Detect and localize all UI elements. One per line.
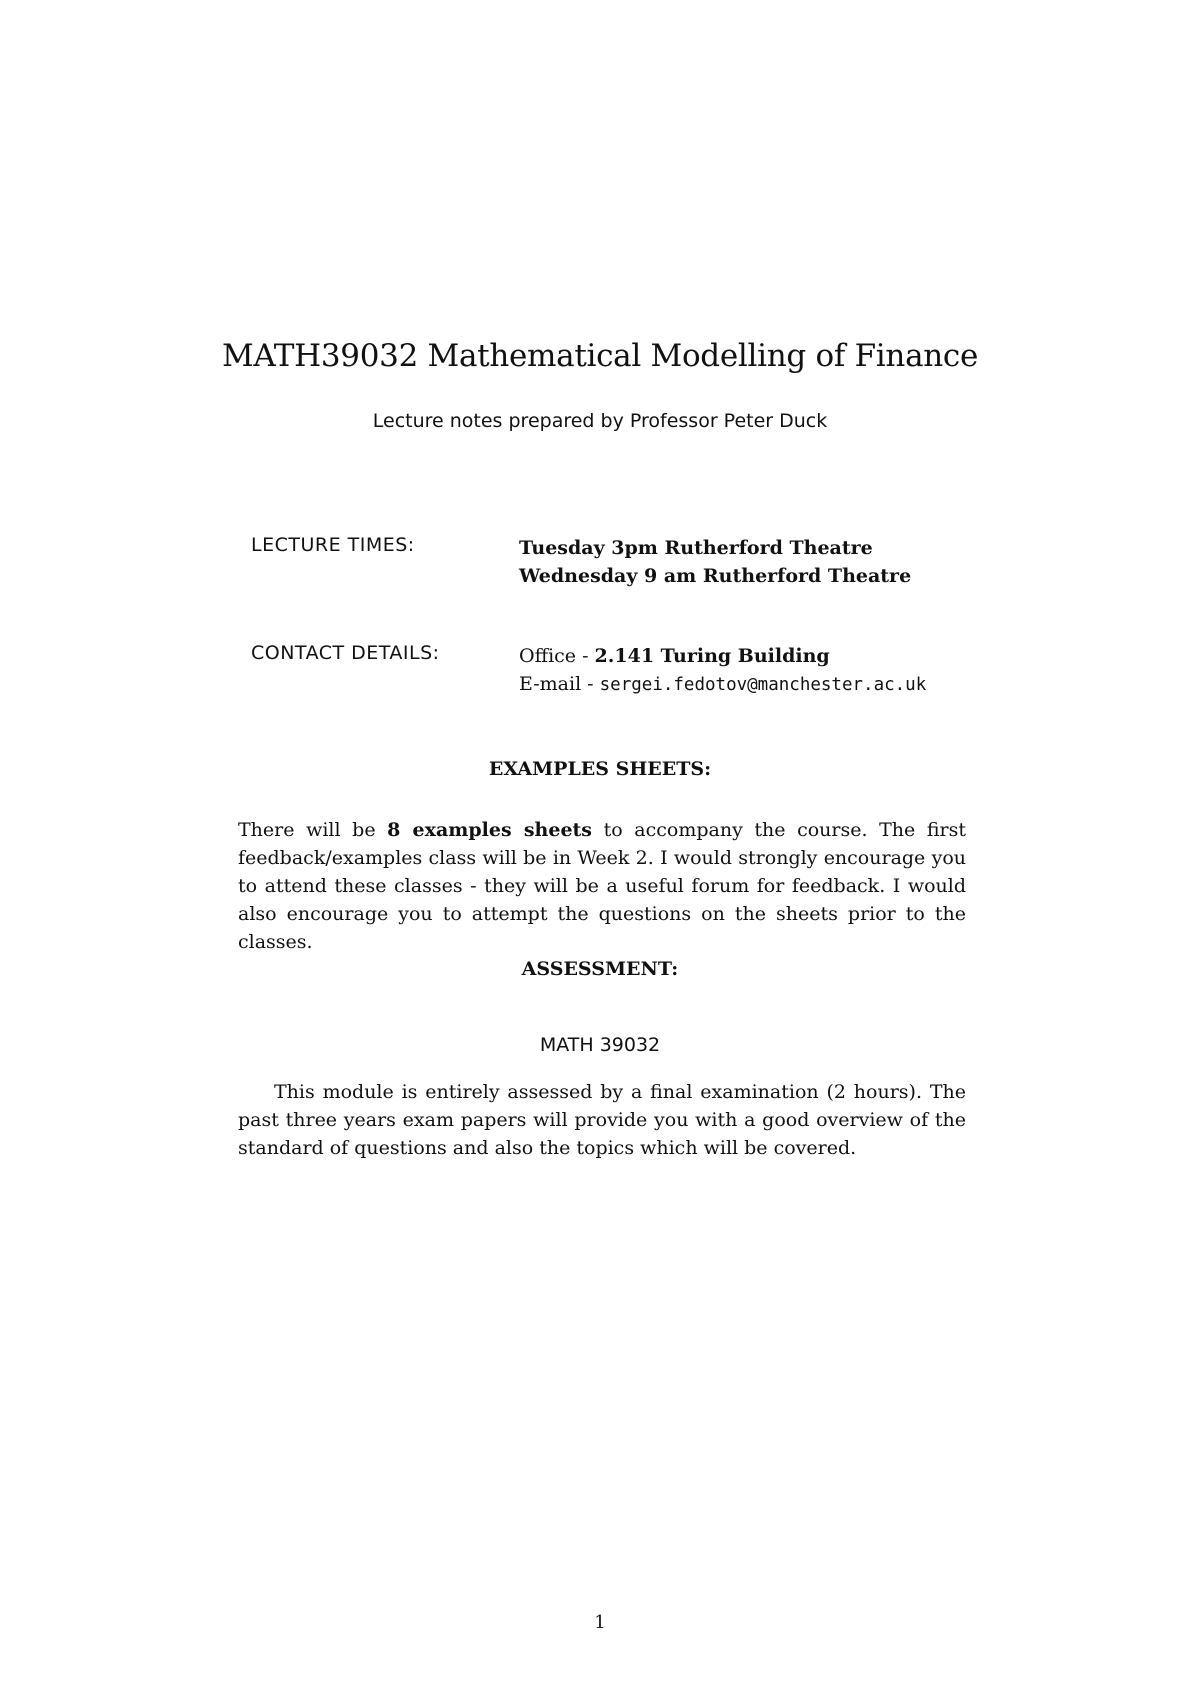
email-prefix: E-mail -	[519, 673, 600, 695]
examples-sheets-heading: EXAMPLES SHEETS:	[488, 758, 712, 780]
office-prefix: Office -	[519, 645, 595, 667]
email-address: sergei.fedotov@manchester.ac.uk	[599, 675, 927, 695]
office-line	[519, 642, 926, 670]
lecture-time-line: Tuesday 3pm Rutherford Theatre	[519, 537, 873, 559]
document-title: MATH39032 Mathematical Modelling of Finance	[221, 338, 979, 374]
document-subtitle: Lecture notes prepared by Professor Peter Duck	[372, 410, 828, 432]
assessment-module-code: MATH 39032	[539, 1034, 661, 1056]
lecture-times-label: LECTURE TIMES:	[251, 534, 415, 556]
page-number: 1	[594, 1612, 606, 1633]
contact-details-label: CONTACT DETAILS:	[251, 642, 440, 664]
assessment-heading: ASSESSMENT:	[521, 958, 679, 980]
lecture-times-values	[519, 534, 911, 590]
examples-text-start: There will be	[238, 819, 388, 841]
lecture-time-line: Wednesday 9 am Rutherford Theatre	[519, 565, 912, 587]
email-line	[519, 670, 926, 699]
office-value: 2.141 Turing Building	[594, 645, 830, 667]
examples-count-bold: 8 examples sheets	[387, 819, 593, 841]
assessment-paragraph: This module is entirely assessed by a final examination (2 hours). The past three years exam papers will provide you with a good overview of the standard of questions and also the topics which will be covered.	[238, 1081, 966, 1159]
examples-sheets-paragraph	[238, 816, 966, 956]
contact-details-values	[519, 642, 926, 699]
examples-text-rest: to accompany the course. The first feedback/examples class will be in Week 2. I would strongly encourage you to attend these classes - they will be a useful forum for feedback. I would also encourage you to attempt the questions on the sheets prior to the classes.	[238, 819, 967, 953]
